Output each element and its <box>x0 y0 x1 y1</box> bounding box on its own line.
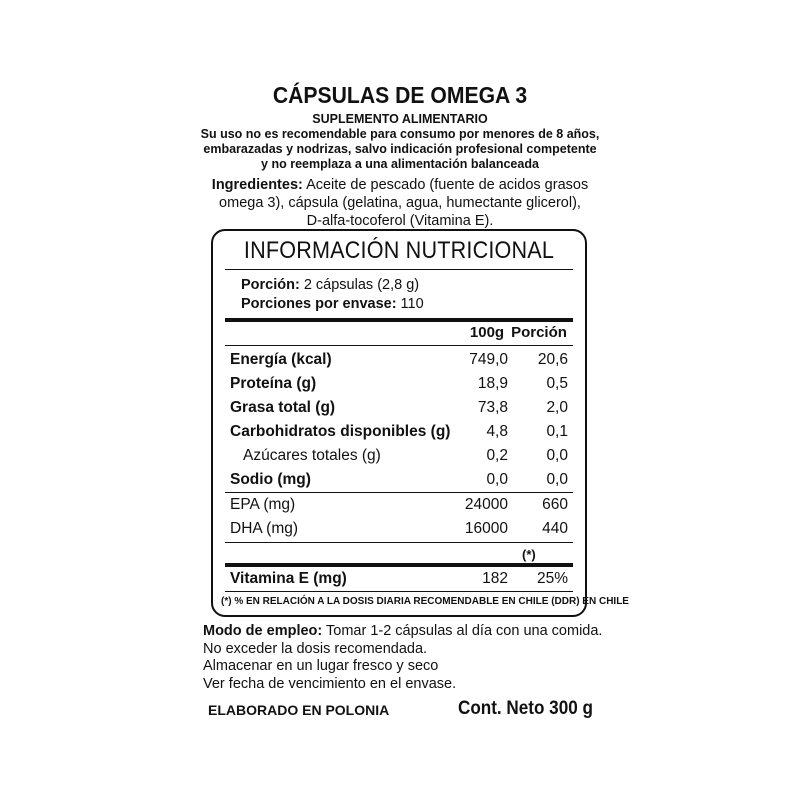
warning-line: embarazadas y nodrizas, salvo indicación profesional competente <box>203 142 597 156</box>
value-100g: 749,0 <box>469 351 508 368</box>
value-portion: 0,1 <box>546 423 568 440</box>
value-portion: 0,0 <box>546 471 568 488</box>
made-in-text: ELABORADO EN POLONIA <box>208 702 390 718</box>
ingredients-label: Ingredientes: <box>211 177 303 193</box>
serving-value: 2 cápsulas (2,8 g) <box>299 277 420 293</box>
usage-text: Almacenar en un lugar fresco y seco <box>203 658 439 674</box>
usage-text: Tomar 1-2 cápsulas al día con una comida. <box>322 623 603 639</box>
value-portion: 0,5 <box>546 375 568 392</box>
divider <box>225 345 573 346</box>
value-100g: 24000 <box>464 496 508 513</box>
warning-line: y no reemplaza a una alimentación balanceada <box>261 157 539 171</box>
usage-label: Modo de empleo: <box>203 623 323 639</box>
nutrient-name: Energía (kcal) <box>230 351 332 368</box>
usage-text: Ver fecha de vencimiento en el envase. <box>203 675 457 692</box>
nutrient-row-protein <box>213 375 585 397</box>
divider <box>225 591 573 592</box>
value-100g: 18,9 <box>477 375 508 392</box>
divider-thick <box>225 563 573 567</box>
divider <box>225 492 573 493</box>
nutrient-row-sugars <box>213 447 585 469</box>
value-100g: 73,8 <box>477 399 508 416</box>
product-title: CÁPSULAS DE OMEGA 3 <box>272 82 528 108</box>
usage-text: No exceder la dosis recomendada. <box>203 640 428 657</box>
column-header-portion: Porción <box>511 324 567 341</box>
nutrient-row-vitamin-e <box>213 570 585 592</box>
nutrient-name: EPA (mg) <box>230 496 296 513</box>
usage-instructions <box>203 623 602 693</box>
value-100g: 16000 <box>464 520 508 537</box>
ddr-asterisk: (*) <box>522 547 536 562</box>
ingredients-text: D-alfa-tocoferol (Vitamina E). <box>306 213 494 229</box>
nutrient-name: Carbohidratos disponibles (g) <box>230 423 451 440</box>
column-header-100g: 100g <box>469 324 505 341</box>
value-portion: 20,6 <box>537 351 568 368</box>
value-portion: 0,0 <box>546 447 568 464</box>
servings-per-container <box>241 296 424 312</box>
value-portion: 660 <box>542 496 568 513</box>
ingredients-block <box>0 176 800 230</box>
nutrient-name: Proteína (g) <box>230 375 317 392</box>
product-subtitle: SUPLEMENTO ALIMENTARIO <box>312 112 488 126</box>
divider <box>225 542 573 543</box>
serving-label: Porción: <box>241 277 300 293</box>
value-100g: 182 <box>482 570 508 587</box>
nutrition-facts-panel <box>211 229 629 617</box>
value-100g: 0,0 <box>486 471 508 488</box>
value-100g: 0,2 <box>486 447 508 464</box>
nutrient-name: Vitamina E (mg) <box>230 570 347 587</box>
nutrient-row-carbs <box>213 423 585 445</box>
serving-size <box>241 277 419 293</box>
nutrient-name: DHA (mg) <box>230 520 299 537</box>
ddr-footnote: (*) % EN RELACIÓN A LA DOSIS DIARIA RECOMENDABLE EN CHILE (DDR) EN CHILE <box>221 596 629 607</box>
servings-label: Porciones por envase: <box>241 296 397 312</box>
nutrient-row-sodium <box>213 471 585 493</box>
value-portion: 2,0 <box>546 399 568 416</box>
nutrient-row-fat <box>213 399 585 421</box>
value-100g: 4,8 <box>486 423 508 440</box>
nutrient-name: Grasa total (g) <box>230 399 336 416</box>
ingredients-text: omega 3), cápsula (gelatina, agua, humectante glicerol), <box>219 195 581 211</box>
value-portion: 25% <box>536 570 568 587</box>
value-portion: 440 <box>542 520 568 537</box>
divider <box>225 269 573 270</box>
divider-thick <box>225 318 573 322</box>
warning-line: Su uso no es recomendable para consumo por menores de 8 años, <box>200 127 600 141</box>
servings-value: 110 <box>396 296 424 312</box>
nutrient-name: Sodio (mg) <box>230 471 311 488</box>
net-content: Cont. Neto 300 g <box>458 698 593 719</box>
nutrient-row-epa <box>213 496 585 518</box>
nutrient-row-dha <box>213 520 585 542</box>
ingredients-text: Aceite de pescado (fuente de acidos grasos <box>302 177 589 193</box>
nutrient-row-energy <box>213 351 585 373</box>
warning-text <box>0 127 800 172</box>
nutrient-name: Azúcares totales (g) <box>243 447 381 464</box>
nutrition-title: INFORMACIÓN NUTRICIONAL <box>243 237 555 264</box>
